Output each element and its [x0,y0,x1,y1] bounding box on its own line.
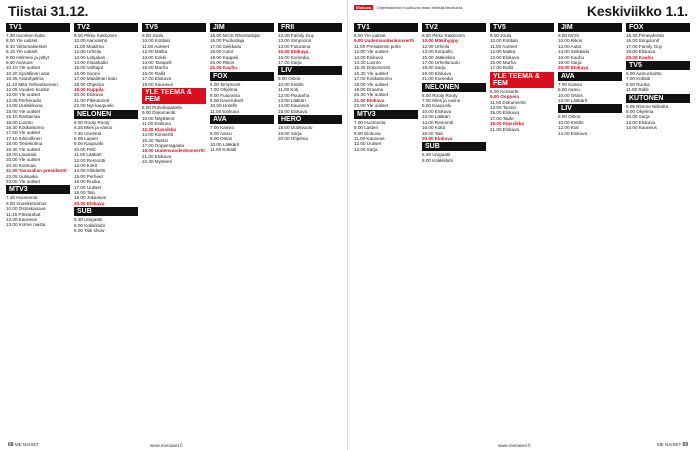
program-item: 14.00 Elokuva [558,130,588,136]
program-item: 8.00 Aamu [210,130,232,136]
program-item: 12.00 Remontti [74,157,106,163]
program-item: 9.00 NCIS [558,33,580,38]
program-item: 14.00 Kauneus [278,103,309,109]
channel-header: JIM [210,23,274,32]
program-item: 10.00 Ostos [558,92,583,98]
program-item: 12.00 Family Guy [278,33,314,38]
program-item: 8.00 Yle uutiset [354,33,386,38]
program-item: 12.00 Puutarha [278,92,310,98]
program-item: 13.00 Koripallo [422,49,453,55]
program-item: 18.00 Autot [210,49,234,55]
program-item: 16.00 Puolustaja [210,38,245,44]
program-item: 18.00 Sarja [558,60,582,66]
program-item: 16.00 Simpsonit [626,38,659,44]
program-item: 10.00 Rikos [558,38,583,44]
program-item: 23.00 Yle uutiset [6,178,41,184]
program-item: 20.00 Yle uutiset [6,157,41,163]
program-item: 10.00 Keittiö [558,119,584,125]
program-item: 15.00 Murha [490,60,516,66]
program-highlight: 20.00 Kauhu [626,54,654,60]
program-item: 7.45 Huomenta [6,195,38,201]
channel-block [558,23,622,71]
program-highlight: 21.00 Tasavallan presidentti [6,168,67,174]
program-item: 21.00 Elokuva [490,126,520,132]
channel-header: YLE TEEMA & FEM [142,88,206,104]
program-item: 12.00 Elokuva [626,119,656,125]
program-item: 13.00 Kokit [74,162,97,168]
channel-block [210,23,274,71]
program-item: 13.00 Sarja [354,146,378,152]
program-item: 10.00 Elokuva [422,108,452,114]
program-item: 6.30 Unigaatti [74,217,103,223]
program-item: 6.00 Rooty Rooty [74,119,110,125]
program-item: 11.10 Mitä Yellowstoneen [6,81,58,87]
program-item: 22.30 Mysteeri [142,159,173,165]
program-item: 11.00 Kauneus [354,135,385,141]
legend [354,5,463,10]
program-item: 10.10 Yle uutiset [6,65,41,71]
program-item: 9.00 Vuosikertomus [6,200,47,206]
channel-block [210,115,274,152]
program-item: 14.00 Seikkailu [558,49,590,55]
program-item: 11.00 Lääkäri [74,152,102,158]
program-item: 17.00 Uutiset [74,184,102,190]
channel-block [626,61,690,93]
channel-header: JIM [558,23,622,32]
program-item: 7.00 Kasvio [558,81,583,87]
program-highlight: 9.00 Uudenvuodenkonsertti [354,38,415,44]
program-item: 6.05 Rimme Wiikolta [626,103,669,109]
page-right [348,0,696,450]
program-item: 9.00 Elokuva [354,130,381,136]
program-item: 13.00 Kokki [142,54,167,60]
program-item: 14.00 Uutisikkuna [6,103,43,109]
program-item: 8.00 Kokkiklubi [422,157,453,163]
program-item: 13.00 Lääkäri [278,98,306,104]
program-item: 10.00 Hotellit [210,103,237,109]
program-item: 11.00 Elokuva [142,121,171,127]
program-item: 17.00 Taide [490,115,514,121]
program-item: 9.30 Avaruus [6,60,33,66]
program-item: 16.00 Suomi [74,70,100,76]
program-item: 10.00 Kotitalo [142,38,171,44]
program-item: 17.00 Seikkailu [210,43,242,49]
channel-block [6,185,70,227]
program-item: 9.00 Helmeni ja pölyt [6,54,49,60]
program-item: 11.00 Elokuva [210,108,239,114]
legend-text: Ohjelmatiedot muuttuvat ilman erillistä ilmoitusta. [376,5,464,10]
program-item: 23.00 Yle uutiset [354,103,389,109]
program-item: 8.00 Kaupunki [422,103,452,109]
program-highlight: 20.00 Elokuva [558,65,589,71]
program-item: 15.30 Dokumentti [354,65,391,71]
program-highlight: 20.00 Elokuva [74,200,105,206]
program-item: 10.00 Sarja [626,114,650,120]
program-item: 13.00 Simpsonit [278,38,311,44]
program-item: 9.00 Ostos [278,76,301,82]
program-item: 15.00 NCIS Rikostutkijat [210,33,260,38]
channel-block [422,23,486,82]
listing-column [626,22,690,436]
program-item: 9.00 Pikku Kakkonen [74,33,118,38]
listing-column [422,22,486,436]
channel-header: AVA [558,72,622,81]
channel-header: LIV [558,104,622,113]
program-item: 20.20 Kotimaa [6,162,36,168]
page-number-left: 68 [8,442,14,448]
channel-block [74,110,138,207]
program-item: 8.00 Kokkiklubi [74,222,105,228]
program-item: 9.00 Pikku Kakkonen [422,33,466,38]
program-item: 14.00 Arkkitehti [74,168,106,174]
channel-block [278,23,342,65]
program-highlight: 9.00 Ooppera [490,94,520,100]
columns-left [6,22,342,436]
program-item: 9.00 Joulu [490,33,512,38]
program-item: 19.00 Lauantai [6,151,37,157]
program-item: 12.00 Yle uutiset [354,49,389,55]
program-item: 20.00 Ohjelma [278,136,308,142]
program-item: 15.00 Elokuva [490,110,520,116]
program-item: 17.00 Maailman katu [74,76,117,82]
footer-left [8,442,39,448]
program-item: 18.00 Ohjelma [74,81,104,87]
channel-block [278,115,342,141]
program-highlight: 21.00 Elokuva [354,97,385,103]
program-item: 16.00 Kokit [422,125,445,131]
columns-right [354,22,690,436]
day-title-right: Keskiviikko 1.1. [586,3,688,19]
program-item: 11.00 Presidentin puhe [354,43,401,49]
channel-block [74,23,138,109]
program-item: 17.00 Urheiluruutu [422,60,460,66]
program-item: 17.00 Kotikatsomo [354,76,393,82]
program-item: 13.05 Perheradio [6,97,42,103]
program-item: 10.00 Lääkärit [210,141,240,147]
channel-header: NELONEN [422,83,486,92]
channel-header: FOX [210,72,274,81]
program-item: 11.00 Aarteet [142,43,169,49]
program-item: 8.00 Ohjelma [626,109,654,115]
program-item: 13.00 Tanssi [490,105,516,111]
program-item: 15.00 Voittajat [74,65,104,71]
program-item: 10.00 Aamulehti [74,38,107,44]
channel-header: KUTONEN [626,94,690,103]
program-item: 14.00 Kisastudio [74,60,108,66]
program-highlight: 19.00 Klassikko [490,121,525,127]
program-item: 9.00 Talk show [74,228,105,233]
program-item: 17.00 Family Guy [626,43,662,49]
channel-header: TV5 [490,23,554,32]
channel-header: SUB [74,207,138,216]
channel-block [490,72,554,132]
program-item: 8.10 Viittomakieliset [6,43,47,49]
channel-block [278,66,342,114]
program-item: 11.15 Päivärahat [6,211,41,217]
program-item: 15.30 Tanssi [142,137,168,143]
channel-header: NELONEN [74,110,138,119]
program-item: 10.00 Pelit [74,146,96,152]
program-item: 15.40 Pimeydessä [626,33,664,38]
program-item: 15.00 Elokuva [278,108,308,114]
program-item: 11.00 Aarteet [490,43,517,49]
program-item: 20.00 Rikos [210,60,235,66]
program-item: 12.00 Kauneus [6,217,37,222]
program-item: 6.30 Unigaatti [422,152,451,158]
program-item: 6.00 Simpsonit [210,81,241,87]
program-highlight: 15.00 Elokuva [278,49,309,55]
program-item: 19.00 Elokuva [422,70,452,76]
channel-header: YLE TEEMA & FEM [490,72,554,88]
program-item: 7.30 Huomen-kulta [6,33,45,38]
program-item: 15.00 Murha [142,65,168,71]
channel-header: AVA [210,115,274,124]
program-item: 10.20 Syvällinen asia [6,70,50,76]
program-item: 15.00 Yle uutiset [6,108,41,114]
channel-header: TV1 [354,23,418,32]
program-item: 8.00 Aamu [558,87,580,93]
program-item: 8.00 Futurama [210,92,240,98]
program-highlight: 21.00 Kauhu [210,65,238,71]
program-item: 17.00 Rallit [490,65,513,71]
program-item: 12.00 Koti [558,125,579,131]
program-item: 13.00 Lahjakas [74,54,106,60]
program-highlight: 19.00 Uudenvuodenkonsertti [142,148,205,154]
channel-block [558,72,622,104]
program-item: 20.00 Elokuva [74,92,104,98]
program-item: 12.00 Matka [142,49,168,55]
program-item: 13.00 Kolme naista [6,222,46,228]
program-item: 18.00 Sarja [422,65,446,71]
channel-block [6,23,70,184]
channel-header: TV5 [142,23,206,32]
program-item: 19.00 Draama [354,87,384,93]
program-item: 7.00 Kotiäiti [626,76,651,82]
channel-header: FOX [626,23,690,32]
program-item: 9.00 Dokumentti [142,110,176,116]
program-item: 10.35 Asiaohjelma [6,76,44,82]
program-item: 14.00 Konsertti [142,132,173,138]
program-item: 15.00 Perheet [74,173,103,179]
program-item: 17.00 Yle uutiset [6,130,41,136]
footer-url-left[interactable]: www.menaiset.fi [150,443,183,448]
program-item: 15.00 Jääkiekko [422,54,456,60]
program-item: 12.00 Urheilu [422,43,450,49]
day-title-left: Tiistai 31.12. [8,3,89,19]
program-item: 17.10 Inhimillinen [6,135,42,141]
program-item: 14.00 Futurama [278,43,311,49]
program-item: 21.00 Elokuva [142,153,172,159]
program-item: 7.40 Unelmat [74,130,102,136]
channel-block [354,110,418,152]
channel-block [422,83,486,142]
program-item: 18.00 Talo [422,130,444,136]
program-item: 10.00 Kotitalo [490,38,519,44]
program-item: 11.00 Rallit [626,87,649,93]
program-item: 12.00 Lääkäri [422,114,450,120]
program-item: 10.00 Keittiö [278,81,304,87]
program-item: 12.00 Urheilu [74,49,102,55]
channel-header: FRII [278,23,342,32]
program-item: 18.30 Yle uutiset [6,146,41,152]
program-item: 20.30 Yle uutiset [354,92,389,98]
listing-column [558,22,622,436]
program-item: 6.00 Rooty Rooty [422,92,458,98]
program-item: 17.00 Sarja [278,60,302,66]
program-item: 13.00 Elokuva [490,54,520,60]
program-item: 14.00 Remontti [422,119,454,125]
program-item: 9.00 Joulu [142,33,164,38]
program-item: 12.00 Uutiset [354,141,382,147]
program-item: 18.00 Yle uutiset [354,81,389,87]
listing-column [74,22,138,436]
listing-column [354,22,418,436]
program-item: 14.00 Tasapeli [142,60,172,66]
program-item: 7.00 Huomenta [354,119,386,125]
program-item: 18.00 Kauneus [142,81,173,87]
channel-header: MTV3 [6,185,70,194]
channel-block [74,207,138,233]
program-highlight: 19.00 Kuppila [74,87,104,93]
program-item: 16.30 Yle uutiset [354,70,389,76]
program-item: 8.15 Yle uutiset [6,49,38,55]
channel-header: SUB [422,142,486,151]
listing-column [210,22,274,436]
program-item: 12.05 Vuoden kooste [6,87,50,93]
program-item: 6.00 Aamunkoitto [626,71,662,77]
channel-block [626,23,690,60]
channel-block [626,94,690,131]
program-item: 19.00 Jokamies [74,195,107,201]
program-item: 8.00 Konsertti [490,88,519,94]
program-item: 18.00 Uutisvuoto [278,125,313,131]
program-item: 17.00 Elokuva [142,76,172,82]
program-item: 8.05 Lapset [74,135,99,141]
program-item: 10.00 Ostoskanava [6,206,46,212]
program-item: 12.00 Lääkärit [558,98,588,104]
footer-url-right[interactable]: www.menaiset.fi [498,443,531,448]
program-item: 18.00 Talo [74,189,96,195]
channel-block [354,23,418,109]
channel-block [422,142,486,163]
program-item: 13.00 Yle uutiset [6,92,41,98]
program-item: 18.00 Elokuva [626,49,656,55]
program-item: 15.10 Rantamaa [6,114,40,120]
program-item: 22.05 Uutisaika [6,173,38,179]
program-item: 18.00 Tiedekulma [6,141,43,147]
program-item: 6.25 Mies ja vaimo [74,125,113,131]
program-item: 9.00 Ruoka [626,81,650,87]
program-item: 14.00 Kauneus [626,125,657,131]
program-item: 22.00 Nyt-kaupunki [74,103,114,109]
listing-column [6,22,70,436]
footer-right [657,442,688,448]
program-item: 8.00 Lasten [354,125,379,131]
program-item: 10.00 Näyttämö [142,115,175,121]
listing-column [490,22,554,436]
page-number-right: 69 [682,442,688,448]
channel-header: TV5 [626,61,690,70]
program-item: 14.30 Luonto [354,60,381,66]
program-item: 11.00 Kotiäiti [210,146,237,152]
program-highlight: 12.30 Klassikko [142,126,177,132]
program-item: 21.00 Komedia [422,76,453,82]
magazine-name-left: ME NAISET [14,442,40,447]
program-item: 7.00 Kasvio [210,125,235,131]
channel-header: TV1 [6,23,70,32]
program-item: 16.00 Kauhu [558,54,585,60]
program-item: 19.00 Kaapeli [210,54,239,60]
program-item: 9.00 Ostos [210,136,233,142]
program-highlight: 10.00 Mäkihyppy [422,38,459,44]
channel-header: TV2 [422,23,486,32]
channel-header: TV2 [74,23,138,32]
program-item: 16.00 Rallit [142,70,165,76]
program-item: 16.00 Komedia [278,54,309,60]
magazine-name-right: ME NAISET [656,442,682,447]
program-item: 8.00 Puhelinpalvelu [142,105,183,111]
program-item: 21.00 Pikkutunnit [74,97,110,103]
channel-header: MTV3 [354,110,418,119]
program-item: 9.00 Kaverukset [210,98,244,104]
channel-block [558,104,622,136]
channel-block [142,23,206,87]
program-item: 13.00 Elokuva [354,54,384,60]
listing-column [278,22,342,436]
program-item: 9.00 Kaupunki [74,141,104,147]
channel-header: LIV [278,66,342,75]
channel-block [490,23,554,71]
program-item: 19.00 Sarja [278,130,302,136]
program-item: 8.00 Yle uutiset [6,38,38,44]
program-item: 16.30 Kotikatsomo [6,124,45,130]
channel-header: HERO [278,115,342,124]
program-item: 11.00 Maailma [74,43,104,49]
program-highlight: 20.00 Elokuva [422,135,453,141]
program-item: 7.00 Mies ja vaimo [422,98,461,104]
program-item: 16.00 Luonto [6,119,33,125]
channel-block [210,72,274,114]
program-item: 17.00 Oopperagaala [142,142,184,148]
program-item: 11.00 Koti [278,87,299,93]
program-item: 12.00 Autot [558,43,582,49]
listing-column [142,22,206,436]
program-item: 16.00 Ruoka [74,179,101,185]
program-item: 9.00 Ostos [558,114,581,120]
program-item: 11.00 Dokumentti [490,99,526,105]
legend-chip: Elokuva [356,5,372,10]
program-item: 12.00 Matka [490,49,516,55]
channel-block [142,88,206,164]
program-item: 7.00 Ohjelma [210,87,238,93]
